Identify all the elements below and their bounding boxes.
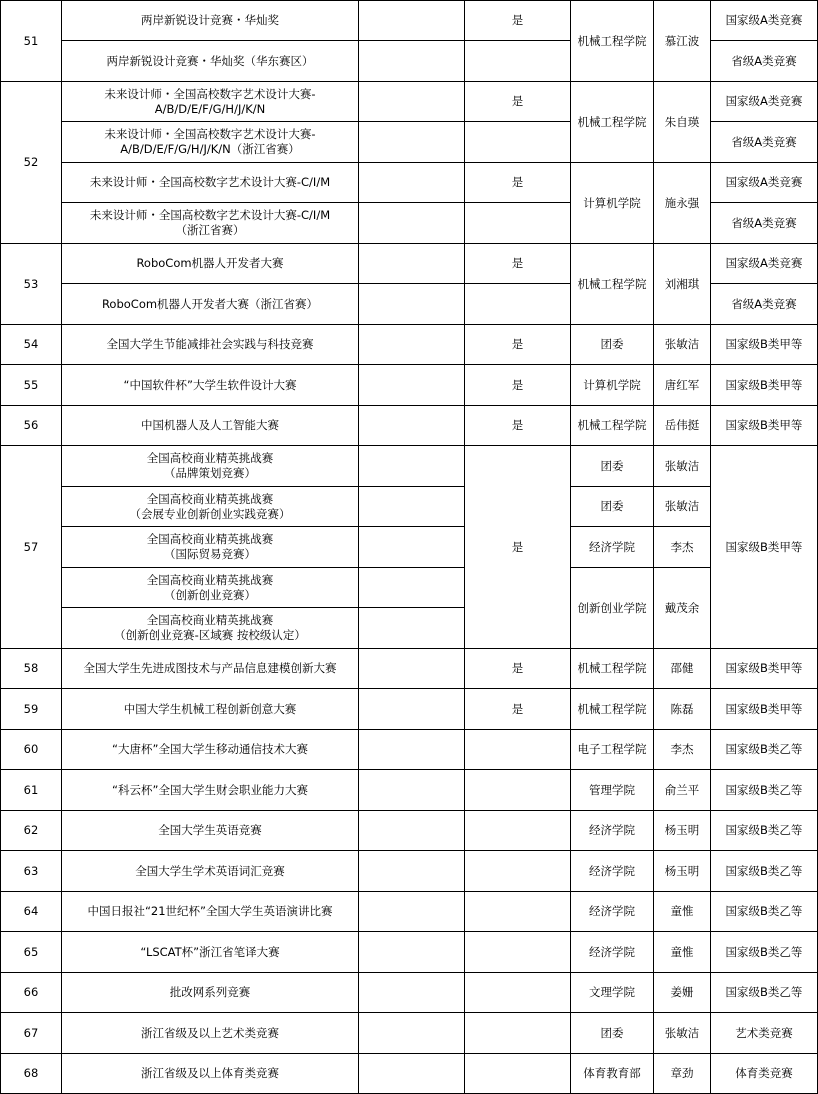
row-number-cell: 52 (1, 82, 62, 244)
college-cell: 经济学院 (571, 527, 654, 568)
key-competition-cell (465, 730, 571, 770)
row-number-cell: 60 (1, 730, 62, 770)
competition-name-cell: 中国日报社“21世纪杯”全国大学生英语演讲比赛 (62, 892, 359, 932)
table-row (1, 446, 818, 487)
teacher-cell: 慕江波 (654, 1, 711, 82)
teacher-cell: 施永强 (654, 163, 711, 244)
empty-cell (359, 41, 465, 82)
table-row (1, 892, 818, 932)
level-cell: 省级A类竞赛 (711, 41, 818, 82)
empty-cell (359, 568, 465, 608)
empty-cell (359, 730, 465, 770)
college-cell: 机械工程学院 (571, 406, 654, 446)
table-row (1, 932, 818, 973)
key-competition-cell (465, 973, 571, 1013)
college-cell: 计算机学院 (571, 163, 654, 244)
college-cell: 机械工程学院 (571, 244, 654, 325)
teacher-cell: 童惟 (654, 932, 711, 973)
row-number-cell: 53 (1, 244, 62, 325)
empty-cell (359, 689, 465, 730)
empty-cell (359, 365, 465, 406)
competition-name-cell: 全国大学生学术英语词汇竞赛 (62, 851, 359, 892)
college-cell: 经济学院 (571, 932, 654, 973)
key-competition-cell (465, 284, 571, 325)
empty-cell (359, 892, 465, 932)
empty-cell (359, 487, 465, 527)
college-cell: 团委 (571, 325, 654, 365)
empty-cell (359, 163, 465, 203)
teacher-cell: 张敏洁 (654, 446, 711, 487)
empty-cell (359, 244, 465, 284)
competition-name-cell: 未来设计师・全国高校数字艺术设计大赛-C/I/M （浙江省赛） (62, 203, 359, 244)
college-cell: 体育教育部 (571, 1054, 654, 1094)
level-cell: 国家级A类竞赛 (711, 163, 818, 203)
table-row (1, 649, 818, 689)
key-competition-cell (465, 1054, 571, 1094)
key-competition-cell: 是 (465, 689, 571, 730)
row-number-cell: 62 (1, 811, 62, 851)
key-competition-cell (465, 203, 571, 244)
key-competition-cell: 是 (465, 163, 571, 203)
level-cell: 国家级B类乙等 (711, 851, 818, 892)
key-competition-cell: 是 (465, 325, 571, 365)
college-cell: 团委 (571, 487, 654, 527)
empty-cell (359, 973, 465, 1013)
table-row (1, 973, 818, 1013)
competition-name-cell: 未来设计师・全国高校数字艺术设计大赛-C/I/M (62, 163, 359, 203)
row-number-cell: 57 (1, 446, 62, 649)
empty-cell (359, 1054, 465, 1094)
level-cell: 国家级A类竞赛 (711, 1, 818, 41)
level-cell: 艺术类竞赛 (711, 1013, 818, 1054)
level-cell: 国家级B类乙等 (711, 932, 818, 973)
key-competition-cell (465, 122, 571, 163)
empty-cell (359, 284, 465, 325)
competition-name-cell: 中国大学生机械工程创新创意大赛 (62, 689, 359, 730)
college-cell: 电子工程学院 (571, 730, 654, 770)
level-cell: 体育类竞赛 (711, 1054, 818, 1094)
teacher-cell: 戴茂余 (654, 568, 711, 649)
row-number-cell: 67 (1, 1013, 62, 1054)
level-cell: 国家级B类甲等 (711, 406, 818, 446)
competition-name-cell: RoboCom机器人开发者大赛（浙江省赛） (62, 284, 359, 325)
competition-name-cell: 全国大学生英语竞赛 (62, 811, 359, 851)
row-number-cell: 55 (1, 365, 62, 406)
level-cell: 国家级B类甲等 (711, 689, 818, 730)
teacher-cell: 张敏洁 (654, 487, 711, 527)
competition-name-cell: “大唐杯”全国大学生移动通信技术大赛 (62, 730, 359, 770)
table-row (1, 689, 818, 730)
level-cell: 国家级B类乙等 (711, 892, 818, 932)
competition-name-cell: “中国软件杯”大学生软件设计大赛 (62, 365, 359, 406)
empty-cell (359, 122, 465, 163)
college-cell: 团委 (571, 1013, 654, 1054)
row-number-cell: 51 (1, 1, 62, 82)
college-cell: 团委 (571, 446, 654, 487)
teacher-cell: 邵健 (654, 649, 711, 689)
row-number-cell: 54 (1, 325, 62, 365)
level-cell: 国家级B类乙等 (711, 811, 818, 851)
level-cell: 省级A类竞赛 (711, 284, 818, 325)
level-cell: 国家级B类乙等 (711, 730, 818, 770)
competition-name-cell: 全国高校商业精英挑战赛 （会展专业创新创业实践竞赛） (62, 487, 359, 527)
teacher-cell: 杨玉明 (654, 811, 711, 851)
competition-name-cell: RoboCom机器人开发者大赛 (62, 244, 359, 284)
key-competition-cell (465, 932, 571, 973)
key-competition-cell (465, 851, 571, 892)
level-cell: 国家级B类甲等 (711, 325, 818, 365)
empty-cell (359, 203, 465, 244)
level-cell: 省级A类竞赛 (711, 203, 818, 244)
empty-cell (359, 446, 465, 487)
table-row (1, 568, 818, 608)
table-row (1, 406, 818, 446)
competition-name-cell: “科云杯”全国大学生财会职业能力大赛 (62, 770, 359, 811)
table-row (1, 770, 818, 811)
table-row (1, 163, 818, 203)
empty-cell (359, 649, 465, 689)
competition-name-cell: 两岸新锐设计竞赛・华灿奖 (62, 1, 359, 41)
college-cell: 管理学院 (571, 770, 654, 811)
empty-cell (359, 406, 465, 446)
competition-name-cell: 浙江省级及以上体育类竞赛 (62, 1054, 359, 1094)
row-number-cell: 63 (1, 851, 62, 892)
key-competition-cell (465, 770, 571, 811)
competition-name-cell: 全国大学生节能减排社会实践与科技竞赛 (62, 325, 359, 365)
college-cell: 经济学院 (571, 811, 654, 851)
competition-name-cell: 浙江省级及以上艺术类竞赛 (62, 1013, 359, 1054)
empty-cell (359, 527, 465, 568)
key-competition-cell: 是 (465, 1, 571, 41)
teacher-cell: 章劲 (654, 1054, 711, 1094)
level-cell: 国家级B类甲等 (711, 365, 818, 406)
table-row (1, 325, 818, 365)
level-cell: 国家级B类乙等 (711, 973, 818, 1013)
college-cell: 经济学院 (571, 851, 654, 892)
college-cell: 机械工程学院 (571, 689, 654, 730)
empty-cell (359, 82, 465, 122)
level-cell: 国家级A类竞赛 (711, 82, 818, 122)
row-number-cell: 66 (1, 973, 62, 1013)
teacher-cell: 陈磊 (654, 689, 711, 730)
key-competition-cell (465, 811, 571, 851)
table-row (1, 1054, 818, 1094)
table-row (1, 851, 818, 892)
key-competition-cell (465, 41, 571, 82)
teacher-cell: 杨玉明 (654, 851, 711, 892)
level-cell: 国家级B类甲等 (711, 446, 818, 649)
college-cell: 机械工程学院 (571, 82, 654, 163)
table-row (1, 811, 818, 851)
college-cell: 机械工程学院 (571, 649, 654, 689)
empty-cell (359, 1013, 465, 1054)
row-number-cell: 64 (1, 892, 62, 932)
level-cell: 国家级B类甲等 (711, 649, 818, 689)
empty-cell (359, 325, 465, 365)
row-number-cell: 68 (1, 1054, 62, 1094)
competition-name-cell: 未来设计师・全国高校数字艺术设计大赛- A/B/D/E/F/G/H/J/K/N (62, 82, 359, 122)
key-competition-cell: 是 (465, 365, 571, 406)
competition-name-cell: “LSCAT杯”浙江省笔译大赛 (62, 932, 359, 973)
teacher-cell: 岳伟挺 (654, 406, 711, 446)
empty-cell (359, 770, 465, 811)
row-number-cell: 56 (1, 406, 62, 446)
teacher-cell: 唐红军 (654, 365, 711, 406)
college-cell: 机械工程学院 (571, 1, 654, 82)
table-row (1, 1, 818, 41)
row-number-cell: 65 (1, 932, 62, 973)
key-competition-cell (465, 892, 571, 932)
teacher-cell: 张敏洁 (654, 325, 711, 365)
competition-name-cell: 未来设计师・全国高校数字艺术设计大赛- A/B/D/E/F/G/H/J/K/N（浙江省赛） (62, 122, 359, 163)
teacher-cell: 李杰 (654, 527, 711, 568)
key-competition-cell: 是 (465, 82, 571, 122)
table-row (1, 1013, 818, 1054)
key-competition-cell (465, 1013, 571, 1054)
competition-name-cell: 全国大学生先进成图技术与产品信息建模创新大赛 (62, 649, 359, 689)
competition-name-cell: 中国机器人及人工智能大赛 (62, 406, 359, 446)
empty-cell (359, 608, 465, 649)
teacher-cell: 童惟 (654, 892, 711, 932)
competition-name-cell: 全国高校商业精英挑战赛 （品牌策划竞赛） (62, 446, 359, 487)
teacher-cell: 李杰 (654, 730, 711, 770)
key-competition-cell: 是 (465, 649, 571, 689)
teacher-cell: 俞兰平 (654, 770, 711, 811)
key-competition-cell: 是 (465, 406, 571, 446)
empty-cell (359, 851, 465, 892)
table-row (1, 244, 818, 284)
row-number-cell: 59 (1, 689, 62, 730)
level-cell: 省级A类竞赛 (711, 122, 818, 163)
row-number-cell: 61 (1, 770, 62, 811)
empty-cell (359, 811, 465, 851)
table-row (1, 365, 818, 406)
table-row (1, 527, 818, 568)
competition-name-cell: 全国高校商业精英挑战赛 （创新创业竞赛-区域赛 按校级认定） (62, 608, 359, 649)
college-cell: 计算机学院 (571, 365, 654, 406)
college-cell: 创新创业学院 (571, 568, 654, 649)
empty-cell (359, 932, 465, 973)
row-number-cell: 58 (1, 649, 62, 689)
teacher-cell: 张敏洁 (654, 1013, 711, 1054)
table-row (1, 82, 818, 122)
competition-name-cell: 全国高校商业精英挑战赛 （创新创业竞赛） (62, 568, 359, 608)
competition-name-cell: 两岸新锐设计竞赛・华灿奖（华东赛区） (62, 41, 359, 82)
level-cell: 国家级B类乙等 (711, 770, 818, 811)
table-row (1, 730, 818, 770)
teacher-cell: 刘湘琪 (654, 244, 711, 325)
competition-name-cell: 全国高校商业精英挑战赛 （国际贸易竞赛） (62, 527, 359, 568)
teacher-cell: 朱自瑛 (654, 82, 711, 163)
college-cell: 经济学院 (571, 892, 654, 932)
table-row (1, 487, 818, 527)
level-cell: 国家级A类竞赛 (711, 244, 818, 284)
empty-cell (359, 1, 465, 41)
competition-name-cell: 批改网系列竞赛 (62, 973, 359, 1013)
teacher-cell: 姜姗 (654, 973, 711, 1013)
college-cell: 文理学院 (571, 973, 654, 1013)
key-competition-cell: 是 (465, 446, 571, 649)
key-competition-cell: 是 (465, 244, 571, 284)
